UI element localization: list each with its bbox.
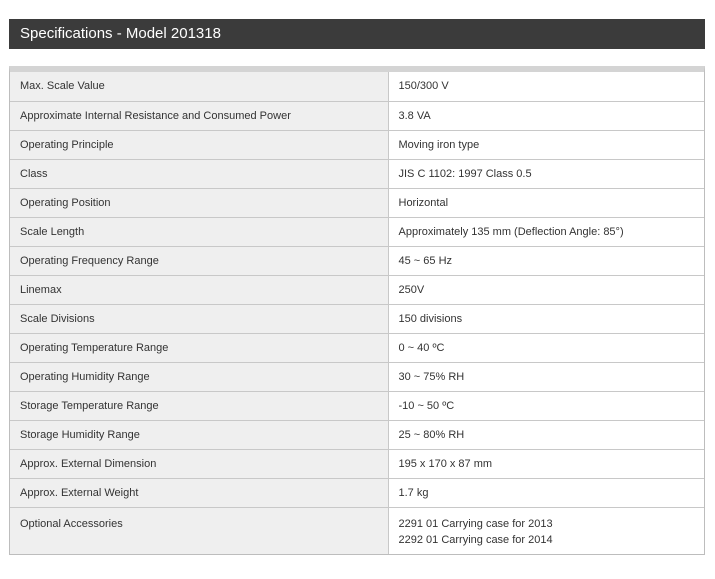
spec-value: JIS C 1102: 1997 Class 0.5: [388, 159, 704, 188]
spec-value: Horizontal: [388, 188, 704, 217]
spec-value: Approximately 135 mm (Deflection Angle: 85°): [388, 217, 704, 246]
spec-label: Max. Scale Value: [10, 72, 388, 101]
table-row: [10, 304, 704, 333]
spec-value: 1.7 kg: [388, 478, 704, 507]
spec-value: 25 ~ 80% RH: [388, 420, 704, 449]
table-row: [10, 449, 704, 478]
specifications-table: [10, 72, 704, 554]
accessory-item: 2292 01 Carrying case for 2014: [398, 533, 553, 546]
spec-value: Moving iron type: [388, 130, 704, 159]
table-row: [10, 217, 704, 246]
table-row: [10, 101, 704, 130]
table-row: [10, 478, 704, 507]
table-row: [10, 420, 704, 449]
table-row: [10, 159, 704, 188]
spec-value: 195 x 170 x 87 mm: [388, 449, 704, 478]
spec-label: Operating Principle: [10, 130, 388, 159]
spec-value: [388, 507, 704, 554]
table-row: [10, 507, 704, 554]
spec-label: Optional Accessories: [10, 507, 388, 554]
specifications-header: [9, 19, 705, 49]
specifications-table-container: [9, 66, 705, 555]
spec-label: Linemax: [10, 275, 388, 304]
spec-value: 150 divisions: [388, 304, 704, 333]
spec-value: 45 ~ 65 Hz: [388, 246, 704, 275]
spec-value: -10 ~ 50 ºC: [388, 391, 704, 420]
page-title: Specifications - Model 201318: [20, 25, 221, 42]
table-row: [10, 246, 704, 275]
spec-value: 0 ~ 40 ºC: [388, 333, 704, 362]
table-row: [10, 72, 704, 101]
spec-label: Scale Divisions: [10, 304, 388, 333]
spec-label: Approximate Internal Resistance and Consumed Power: [10, 101, 388, 130]
accessory-item: 2291 01 Carrying case for 2013: [398, 517, 553, 530]
table-row: [10, 130, 704, 159]
spec-value: 30 ~ 75% RH: [388, 362, 704, 391]
table-row: [10, 188, 704, 217]
spec-label: Operating Temperature Range: [10, 333, 388, 362]
spec-label: Storage Humidity Range: [10, 420, 388, 449]
spec-label: Operating Frequency Range: [10, 246, 388, 275]
table-row: [10, 333, 704, 362]
spec-label: Operating Position: [10, 188, 388, 217]
spec-value: 150/300 V: [388, 72, 704, 101]
spec-label: Operating Humidity Range: [10, 362, 388, 391]
table-row: [10, 391, 704, 420]
spec-value: 250V: [388, 275, 704, 304]
spec-label: Scale Length: [10, 217, 388, 246]
table-row: [10, 275, 704, 304]
table-row: [10, 362, 704, 391]
spec-label: Storage Temperature Range: [10, 391, 388, 420]
spec-label: Approx. External Weight: [10, 478, 388, 507]
spec-label: Class: [10, 159, 388, 188]
spec-label: Approx. External Dimension: [10, 449, 388, 478]
spec-value: 3.8 VA: [388, 101, 704, 130]
